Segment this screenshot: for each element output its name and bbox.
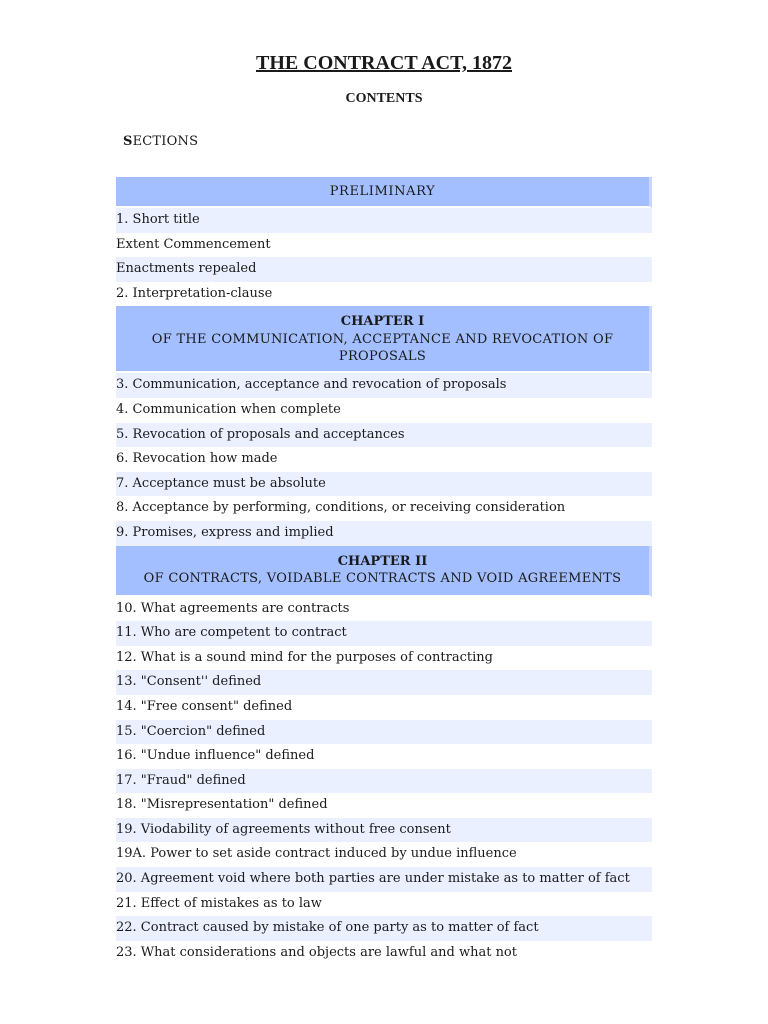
- toc-entry: Enactments repealed: [116, 257, 652, 282]
- toc-entry: 1. Short title: [116, 208, 652, 233]
- chapter-1-title: OF THE COMMUNICATION, ACCEPTANCE AND REVOCATION OF PROPOSALS: [151, 331, 614, 365]
- toc-entry: 19A. Power to set aside contract induced by undue influence: [116, 842, 652, 867]
- chapter-2-number: CHAPTER II: [337, 553, 428, 569]
- chapter-2-header: [116, 546, 652, 597]
- document-title: THE CONTRACT ACT, 1872: [256, 52, 512, 74]
- toc-entry: 7. Acceptance must be absolute: [116, 472, 652, 497]
- chapter-2-title: OF CONTRACTS, VOIDABLE CONTRACTS AND VOID AGREEMENTS: [143, 571, 622, 587]
- toc-entry: 5. Revocation of proposals and acceptances: [116, 423, 652, 448]
- toc-entry: 20. Agreement void where both parties are under mistake as to matter of fact: [116, 867, 652, 892]
- toc-entry: 11. Who are competent to contract: [116, 621, 652, 646]
- toc-entry: 4. Communication when complete: [116, 398, 652, 423]
- toc-entry: 15. "Coercion" defined: [116, 720, 652, 745]
- contents-heading: CONTENTS: [345, 91, 423, 106]
- toc-entry: 10. What agreements are contracts: [116, 597, 652, 622]
- toc-entry: 2. Interpretation-clause: [116, 282, 652, 307]
- toc-entry: 16. "Undue influence" defined: [116, 744, 652, 769]
- chapter-1-number: CHAPTER I: [340, 314, 425, 330]
- chapter-1-header: [116, 306, 652, 373]
- toc-entry: 17. "Fraud" defined: [116, 769, 652, 794]
- toc-entry: 18. "Misrepresentation" defined: [116, 793, 652, 818]
- toc-entry: 22. Contract caused by mistake of one party as to matter of fact: [116, 916, 652, 941]
- toc-entry: 19. Viodability of agreements without free consent: [116, 818, 652, 843]
- toc-entry: 21. Effect of mistakes as to law: [116, 892, 652, 917]
- sections-label: [123, 134, 198, 149]
- toc-entry: 6. Revocation how made: [116, 447, 652, 472]
- toc-entry: 12. What is a sound mind for the purposes of contracting: [116, 646, 652, 671]
- toc-entry: 13. "Consent'' defined: [116, 670, 652, 695]
- toc-entry: Extent Commencement: [116, 233, 652, 258]
- toc-entry: 14. "Free consent" defined: [116, 695, 652, 720]
- toc-entry: 3. Communication, acceptance and revocation of proposals: [116, 373, 652, 398]
- sections-label-rest: ECTIONS: [132, 134, 199, 149]
- preliminary-header: PRELIMINARY: [116, 177, 652, 208]
- table-of-contents: [116, 177, 652, 965]
- sections-label-initial: S: [123, 134, 133, 149]
- toc-entry: 8. Acceptance by performing, conditions, or receiving consideration: [116, 496, 652, 521]
- toc-entry: 9. Promises, express and implied: [116, 521, 652, 546]
- toc-entry: 23. What considerations and objects are lawful and what not: [116, 941, 652, 966]
